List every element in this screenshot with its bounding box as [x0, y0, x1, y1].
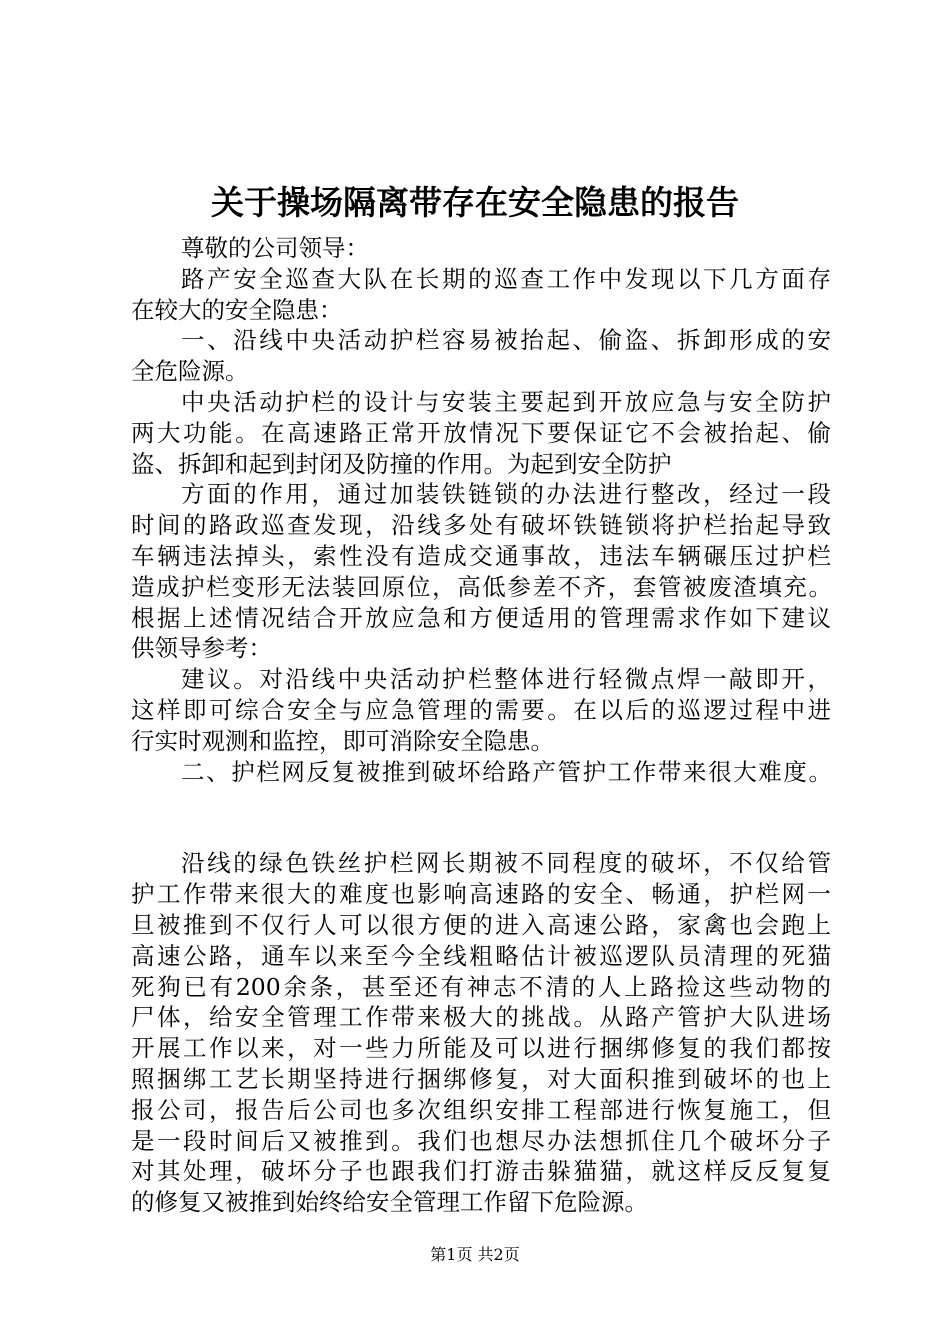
paragraph-line: 对其处理，破坏分子也跟我们打游击躲猫猫，就这样反反复复	[131, 1157, 831, 1186]
paragraph-line: 方面的作用，通过加装铁链锁的办法进行整改，经过一段	[181, 480, 831, 509]
paragraph-line: 路产安全巡查大队在长期的巡查工作中发现以下几方面存	[181, 264, 831, 293]
section-heading-line: 二、护栏网反复被推到破坏给路产管护工作带来很大难度。	[181, 757, 831, 786]
paragraph-line: 护工作带来很大的难度也影响高速路的安全、畅通，护栏网一	[131, 880, 831, 909]
paragraph-line: 根据上述情况结合开放应急和方便适用的管理需求作如下建议	[131, 603, 831, 632]
section-heading-line: 一、沿线中央活动护栏容易被抬起、偷盗、拆卸形成的安	[181, 326, 831, 355]
paragraph-line: 两大功能。在高速路正常开放情况下要保证它不会被抬起、偷	[131, 418, 831, 447]
paragraph-line: 盗、拆卸和起到封闭及防撞的作用。为起到安全防护	[131, 449, 672, 478]
document-body	[131, 233, 831, 1218]
paragraph-line: 沿线的绿色铁丝护栏网长期被不同程度的破坏，不仅给管	[181, 849, 831, 878]
paragraph-line: 死狗已有200余条，甚至还有神志不清的人上路捡这些动物的	[131, 972, 831, 1001]
paragraph-line: 时间的路政巡查发现，沿线多处有破坏铁链锁将护栏抬起导致	[131, 511, 831, 540]
paragraph-line: 照捆绑工艺长期坚持进行捆绑修复，对大面积推到破坏的也上	[131, 1064, 831, 1093]
paragraph-spacer	[131, 787, 831, 848]
section-heading-line: 全危险源。	[131, 357, 249, 386]
paragraph-line: 造成护栏变形无法装回原位，高低参差不齐，套管被废渣填充。	[131, 572, 831, 601]
paragraph-line: 尸体，给安全管理工作带来极大的挑战。从路产管护大队进场	[131, 1003, 831, 1032]
paragraph-line: 高速公路，通车以来至今全线粗略估计被巡逻队员清理的死猫	[131, 941, 831, 970]
paragraph-line: 的修复又被推到始终给安全管理工作留下危险源。	[131, 1188, 648, 1217]
salutation: 尊敬的公司领导：	[181, 234, 369, 262]
paragraph-line: 报公司，报告后公司也多次组织安排工程部进行恢复施工，但	[131, 1095, 831, 1124]
paragraph-line: 行实时观测和监控，即可消除安全隐患。	[131, 726, 554, 755]
paragraph-line: 在较大的安全隐患：	[131, 295, 343, 324]
paragraph-line: 建议。对沿线中央活动护栏整体进行轻微点焊一敲即开，	[181, 665, 831, 694]
paragraph-line: 这样即可综合安全与应急管理的需要。在以后的巡逻过程中进	[131, 695, 831, 724]
paragraph-line: 供领导参考：	[131, 634, 272, 663]
paragraph-line: 开展工作以来，对一些力所能及可以进行捆绑修复的我们都按	[131, 1034, 831, 1063]
paragraph-line: 中央活动护栏的设计与安装主要起到开放应急与安全防护	[181, 387, 831, 416]
paragraph-line: 是一段时间后又被推到。我们也想尽办法想抓住几个破坏分子	[131, 1126, 831, 1155]
page-number-footer: 第1页 共2页	[430, 1245, 520, 1264]
paragraph-line: 车辆违法掉头，索性没有造成交通事故，违法车辆碾压过护栏	[131, 541, 831, 570]
paragraph-line: 旦被推到不仅行人可以很方便的进入高速公路，家禽也会跑上	[131, 910, 831, 939]
document-title: 关于操场隔离带存在安全隐患的报告	[211, 183, 739, 222]
